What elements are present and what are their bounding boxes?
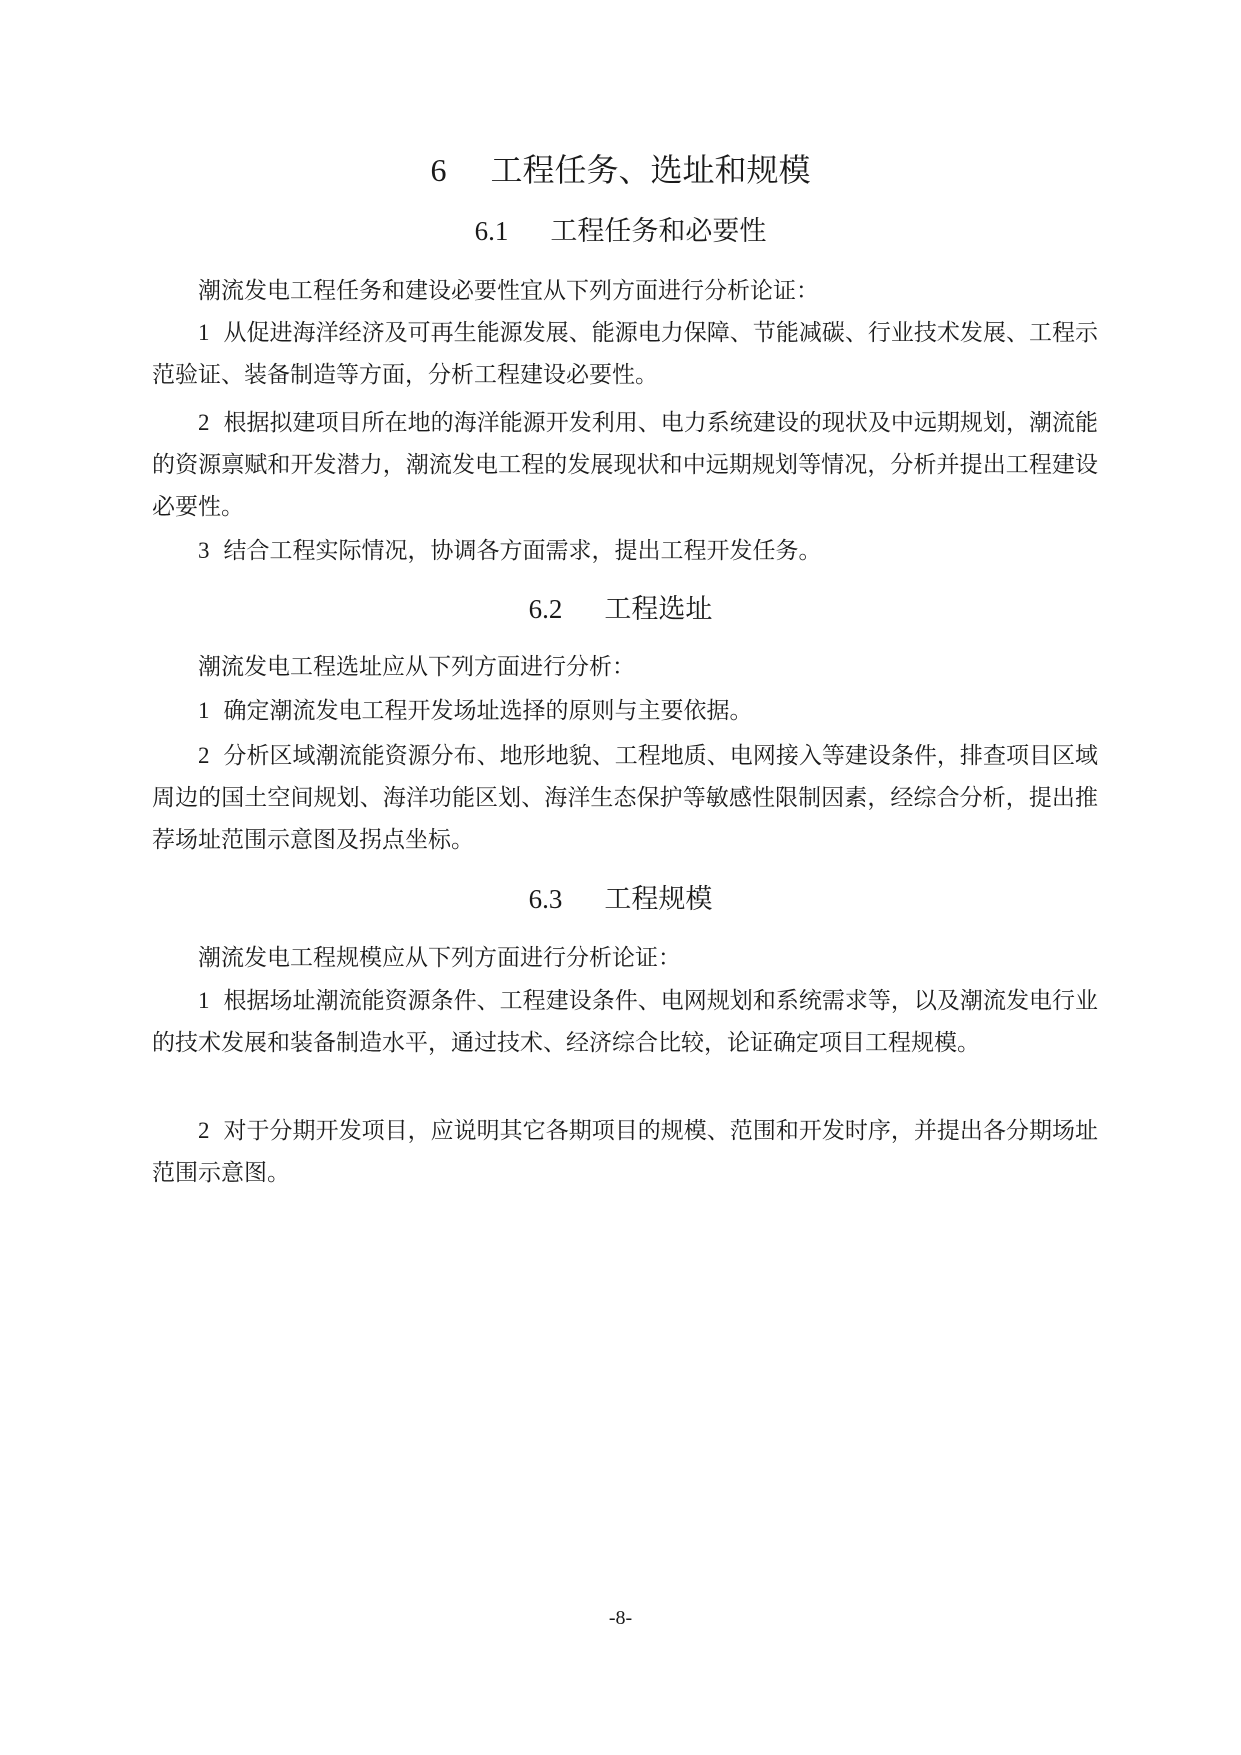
- chapter-number: 6: [430, 152, 447, 188]
- section-number: 6.3: [528, 884, 563, 914]
- item-text: 结合工程实际情况，协调各方面需求，提出工程开发任务。: [223, 538, 822, 564]
- item-number: 2: [198, 410, 210, 435]
- section-heading-6-3: [0, 880, 1241, 919]
- section-number: 6.1: [474, 216, 509, 246]
- item-number: 2: [198, 1118, 210, 1143]
- item-text: 根据拟建项目所在地的海洋能源开发利用、电力系统建设的现状及中远期规划，潮流能的资源禀赋和开发潜力，潮流发电工程的发展现状和中远期规划等情况，分析并提出工程建设必要性。: [152, 410, 1098, 520]
- item-number: 1: [198, 988, 210, 1013]
- chapter-heading: [0, 148, 1241, 192]
- item-text: 从促进海洋经济及可再生能源发展、能源电力保障、节能减碳、行业技术发展、工程示范验证、装备制造等方面，分析工程建设必要性。: [152, 320, 1098, 388]
- list-item: [152, 1110, 1098, 1194]
- item-number: 1: [198, 698, 210, 723]
- list-item: [152, 312, 1098, 396]
- item-text: 根据场址潮流能资源条件、工程建设条件、电网规划和系统需求等，以及潮流发电行业的技术发展和装备制造水平，通过技术、经济综合比较，论证确定项目工程规模。: [152, 988, 1098, 1056]
- list-item: [152, 980, 1098, 1064]
- section-title-text: 工程规模: [604, 884, 713, 915]
- item-text: 对于分期开发项目，应说明其它各期项目的规模、范围和开发时序，并提出各分期场址范围示意图。: [152, 1118, 1098, 1186]
- item-text: 分析区域潮流能资源分布、地形地貌、工程地质、电网接入等建设条件，排查项目区域周边的国土空间规划、海洋功能区划、海洋生态保护等敏感性限制因素，经综合分析，提出推荐场址范围示意图及拐点坐标。: [152, 743, 1098, 853]
- item-number: 1: [198, 320, 210, 345]
- page-number: -8-: [608, 1607, 633, 1629]
- list-item: [152, 402, 1098, 528]
- item-number: 3: [198, 538, 210, 563]
- item-number: 2: [198, 743, 210, 768]
- list-item: [152, 735, 1098, 861]
- section-heading-6-2: [0, 590, 1241, 629]
- section-title-text: 工程任务和必要性: [550, 216, 767, 247]
- section-number: 6.2: [528, 594, 563, 624]
- item-text: 确定潮流发电工程开发场址选择的原则与主要依据。: [223, 698, 753, 724]
- section-heading-6-1: [0, 212, 1241, 251]
- section-intro: 潮流发电工程规模应从下列方面进行分析论证：: [198, 945, 681, 971]
- section-intro: 潮流发电工程选址应从下列方面进行分析：: [198, 654, 635, 680]
- section-intro: 潮流发电工程任务和建设必要性宜从下列方面进行分析论证：: [198, 278, 819, 304]
- section-title-text: 工程选址: [604, 594, 713, 625]
- list-item: [152, 530, 1098, 572]
- chapter-title-text: 工程任务、选址和规模: [490, 151, 811, 189]
- list-item: [152, 690, 1098, 732]
